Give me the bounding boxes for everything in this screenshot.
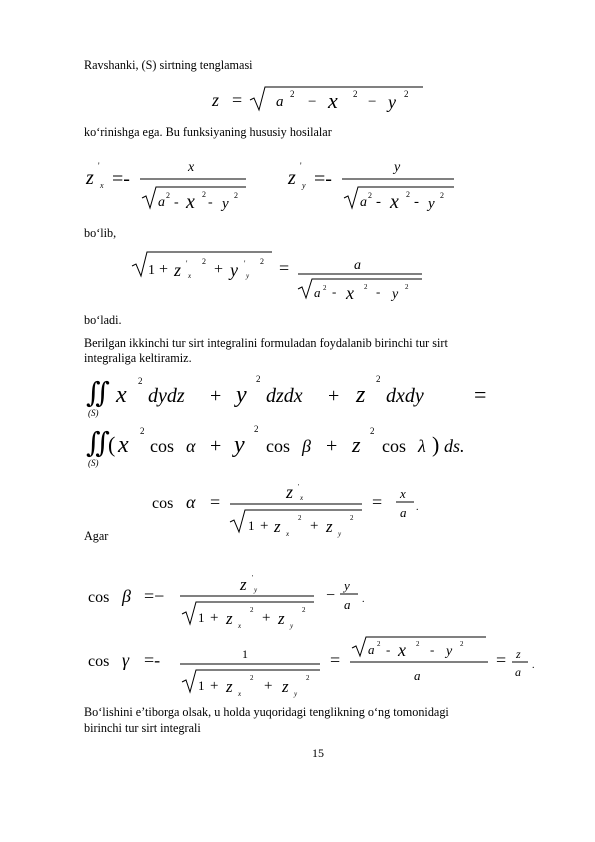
svg-text:x: x bbox=[346, 283, 354, 303]
text-line-3: bo‘lib, bbox=[84, 226, 117, 240]
text-line-8: Bo‘lishini e’tiborga olsak, u holda yuqoridagi tenglikning o‘ng tomonidagi bbox=[84, 705, 449, 719]
svg-text:=: = bbox=[330, 650, 341, 670]
svg-text:+: + bbox=[214, 261, 224, 278]
svg-text:γ: γ bbox=[122, 650, 130, 670]
svg-text:.: . bbox=[362, 594, 365, 605]
svg-text:=-: =- bbox=[144, 650, 161, 670]
svg-text:z: z bbox=[516, 647, 521, 661]
svg-text:2: 2 bbox=[302, 606, 306, 614]
svg-text:z: z bbox=[240, 575, 247, 594]
svg-text:2: 2 bbox=[306, 674, 310, 682]
svg-text:-: - bbox=[208, 195, 213, 210]
svg-text:y: y bbox=[428, 196, 435, 212]
svg-text:-: - bbox=[430, 642, 435, 657]
svg-text:x: x bbox=[118, 432, 129, 458]
svg-text:cos: cos bbox=[266, 436, 290, 456]
svg-text:dydz: dydz bbox=[148, 385, 185, 407]
svg-text:z: z bbox=[274, 517, 281, 536]
svg-text:-: - bbox=[174, 195, 179, 210]
svg-text:cos: cos bbox=[88, 653, 110, 670]
svg-text:x: x bbox=[300, 494, 304, 502]
svg-text:+: + bbox=[210, 385, 222, 407]
svg-text:': ' bbox=[298, 483, 300, 491]
svg-text:α: α bbox=[186, 492, 196, 512]
svg-text:β: β bbox=[122, 586, 131, 606]
svg-text:x: x bbox=[328, 88, 338, 113]
svg-text:a: a bbox=[515, 665, 521, 679]
svg-text:x: x bbox=[238, 690, 242, 698]
svg-text:y: y bbox=[246, 272, 250, 280]
svg-text:y: y bbox=[388, 92, 396, 112]
svg-text:2: 2 bbox=[260, 257, 264, 266]
formula-first-kind-integral bbox=[86, 420, 526, 470]
svg-text:1: 1 bbox=[248, 518, 255, 533]
svg-text:x: x bbox=[100, 181, 104, 190]
svg-text:a: a bbox=[158, 195, 165, 210]
svg-text:z: z bbox=[282, 677, 289, 696]
svg-text:y: y bbox=[294, 690, 298, 698]
page-number: 15 bbox=[312, 746, 324, 760]
svg-text:β: β bbox=[302, 436, 311, 456]
formula-surface-equation bbox=[210, 84, 430, 114]
svg-text:1: 1 bbox=[242, 647, 248, 661]
svg-text:λ: λ bbox=[418, 436, 426, 456]
svg-text:a: a bbox=[368, 642, 375, 657]
svg-text:y: y bbox=[344, 578, 350, 593]
svg-text:z: z bbox=[174, 260, 182, 280]
svg-text:a: a bbox=[344, 597, 351, 612]
svg-text:y: y bbox=[446, 644, 453, 659]
svg-text:cos: cos bbox=[88, 589, 110, 606]
svg-text:y: y bbox=[338, 530, 342, 538]
text-line-4: bo‘ladi. bbox=[84, 313, 122, 327]
svg-text:cos: cos bbox=[152, 495, 174, 512]
svg-text:(S): (S) bbox=[88, 408, 99, 418]
text-line-5: Berilgan ikkinchi tur sirt integralini formuladan foydalanib birinchi tur sirt bbox=[84, 336, 448, 350]
svg-text:2: 2 bbox=[377, 640, 381, 648]
svg-text:ds.: ds. bbox=[444, 436, 465, 456]
svg-text:2: 2 bbox=[364, 283, 368, 291]
svg-text:2: 2 bbox=[290, 89, 295, 99]
svg-text:dxdy: dxdy bbox=[386, 385, 424, 407]
svg-text:z: z bbox=[356, 382, 366, 408]
svg-text:+: + bbox=[328, 385, 340, 407]
svg-text:2: 2 bbox=[350, 514, 354, 522]
svg-text:+: + bbox=[159, 261, 169, 278]
svg-text:2: 2 bbox=[368, 191, 372, 200]
svg-text:): ) bbox=[432, 432, 440, 457]
svg-text:y: y bbox=[392, 287, 399, 302]
svg-text:2: 2 bbox=[323, 284, 327, 292]
svg-text:=: = bbox=[279, 258, 290, 278]
svg-text:−: − bbox=[326, 587, 336, 604]
svg-text:2: 2 bbox=[405, 283, 409, 291]
svg-text:=: = bbox=[474, 382, 487, 407]
svg-text:2: 2 bbox=[370, 426, 375, 436]
svg-text:2: 2 bbox=[202, 190, 206, 199]
svg-text:z: z bbox=[288, 167, 296, 189]
svg-text:x: x bbox=[116, 382, 127, 408]
svg-text:': ' bbox=[186, 259, 188, 268]
svg-text:2: 2 bbox=[440, 191, 444, 200]
svg-text:a: a bbox=[276, 94, 284, 110]
svg-text:(: ( bbox=[108, 432, 116, 457]
svg-text:': ' bbox=[98, 161, 100, 171]
svg-text:': ' bbox=[244, 259, 246, 268]
svg-text:∬: ∬ bbox=[86, 428, 110, 459]
svg-text:z: z bbox=[86, 167, 94, 189]
svg-text:x: x bbox=[238, 622, 242, 630]
svg-text:1: 1 bbox=[148, 263, 155, 278]
svg-text:.: . bbox=[416, 502, 419, 513]
svg-text:−: − bbox=[308, 94, 317, 110]
svg-text:cos: cos bbox=[382, 436, 406, 456]
svg-text:z: z bbox=[212, 90, 220, 110]
svg-text:z: z bbox=[226, 677, 233, 696]
text-line-6: integraliga keltiramiz. bbox=[84, 351, 192, 365]
svg-text:2: 2 bbox=[376, 374, 381, 384]
svg-text:=: = bbox=[210, 492, 221, 512]
svg-text:z: z bbox=[326, 517, 333, 536]
svg-text:': ' bbox=[300, 161, 302, 171]
formula-sqrt-identity bbox=[132, 244, 432, 306]
svg-text:=−: =− bbox=[144, 586, 165, 606]
svg-text:+: + bbox=[210, 435, 222, 457]
svg-text:y: y bbox=[290, 622, 294, 630]
svg-text:y: y bbox=[230, 260, 238, 280]
svg-text:cos: cos bbox=[150, 436, 174, 456]
svg-text:α: α bbox=[186, 436, 196, 456]
svg-text:2: 2 bbox=[460, 640, 464, 648]
svg-text:=: = bbox=[232, 90, 243, 110]
svg-text:a: a bbox=[354, 258, 361, 273]
svg-text:dzdx: dzdx bbox=[266, 385, 303, 407]
svg-text:2: 2 bbox=[234, 191, 238, 200]
svg-text:2: 2 bbox=[416, 640, 420, 648]
svg-text:2: 2 bbox=[140, 426, 145, 436]
svg-text:=-: =- bbox=[112, 168, 130, 190]
svg-text:+: + bbox=[210, 610, 219, 626]
svg-text:-: - bbox=[376, 284, 381, 299]
svg-text:−: − bbox=[368, 94, 377, 110]
svg-text:2: 2 bbox=[406, 190, 410, 199]
svg-text:x: x bbox=[286, 530, 290, 538]
svg-text:2: 2 bbox=[166, 191, 170, 200]
svg-text:z: z bbox=[226, 609, 233, 628]
svg-text:x: x bbox=[188, 160, 195, 175]
svg-text:x: x bbox=[188, 272, 192, 280]
svg-text:2: 2 bbox=[298, 514, 302, 522]
svg-text:2: 2 bbox=[250, 674, 254, 682]
svg-text:+: + bbox=[262, 610, 271, 626]
svg-text:2: 2 bbox=[353, 89, 358, 99]
svg-text:z: z bbox=[352, 432, 361, 457]
svg-text:a: a bbox=[414, 668, 421, 683]
formula-cos-beta bbox=[86, 570, 386, 630]
svg-text:x: x bbox=[186, 191, 195, 213]
text-line-1: Ravshanki, (S) sirtning tenglamasi bbox=[84, 58, 253, 72]
svg-text:2: 2 bbox=[250, 606, 254, 614]
svg-text:y: y bbox=[236, 382, 247, 408]
formula-partial-y bbox=[286, 148, 461, 218]
text-line-9: birinchi tur sirt integrali bbox=[84, 721, 201, 735]
svg-text:z: z bbox=[278, 609, 285, 628]
svg-text:+: + bbox=[210, 678, 219, 694]
svg-text:+: + bbox=[326, 435, 338, 457]
svg-text:2: 2 bbox=[404, 89, 409, 99]
svg-text:x: x bbox=[390, 191, 399, 213]
svg-text:+: + bbox=[264, 678, 273, 694]
svg-text:y: y bbox=[234, 432, 245, 458]
formula-cos-alpha bbox=[150, 478, 440, 538]
svg-text:-: - bbox=[414, 194, 419, 210]
svg-text:a: a bbox=[400, 505, 407, 520]
text-line-2: ko‘rinishga ega. Bu funksiyaning hususiy hosilalar bbox=[84, 125, 332, 139]
svg-text:x: x bbox=[400, 486, 406, 501]
formula-partial-x bbox=[84, 148, 254, 218]
svg-text:y: y bbox=[222, 196, 229, 212]
svg-text:∬: ∬ bbox=[86, 378, 110, 409]
svg-text:.: . bbox=[532, 660, 535, 671]
formula-cos-gamma bbox=[86, 634, 556, 700]
formula-second-kind-integral bbox=[86, 370, 526, 418]
svg-text:-: - bbox=[376, 194, 381, 210]
svg-text:a: a bbox=[314, 285, 321, 300]
svg-text:=: = bbox=[496, 650, 507, 670]
svg-text:+: + bbox=[310, 518, 319, 534]
svg-text:2: 2 bbox=[202, 257, 206, 266]
svg-text:2: 2 bbox=[138, 376, 143, 386]
svg-text:-: - bbox=[386, 642, 391, 657]
svg-text:1: 1 bbox=[198, 678, 205, 693]
svg-text:x: x bbox=[398, 640, 406, 660]
svg-text:=-: =- bbox=[314, 168, 332, 190]
text-line-7: Agar bbox=[84, 529, 109, 543]
svg-text:=: = bbox=[372, 492, 383, 512]
svg-text:1: 1 bbox=[198, 610, 205, 625]
svg-text:y: y bbox=[254, 586, 258, 594]
svg-text:y: y bbox=[302, 181, 306, 190]
svg-text:+: + bbox=[260, 518, 269, 534]
svg-text:2: 2 bbox=[254, 424, 259, 434]
svg-text:a: a bbox=[360, 195, 367, 210]
svg-text:y: y bbox=[394, 160, 401, 175]
svg-text:(S): (S) bbox=[88, 458, 99, 468]
svg-text:-: - bbox=[332, 284, 337, 299]
svg-text:': ' bbox=[252, 574, 254, 582]
svg-text:z: z bbox=[286, 482, 294, 502]
svg-text:2: 2 bbox=[256, 374, 261, 384]
